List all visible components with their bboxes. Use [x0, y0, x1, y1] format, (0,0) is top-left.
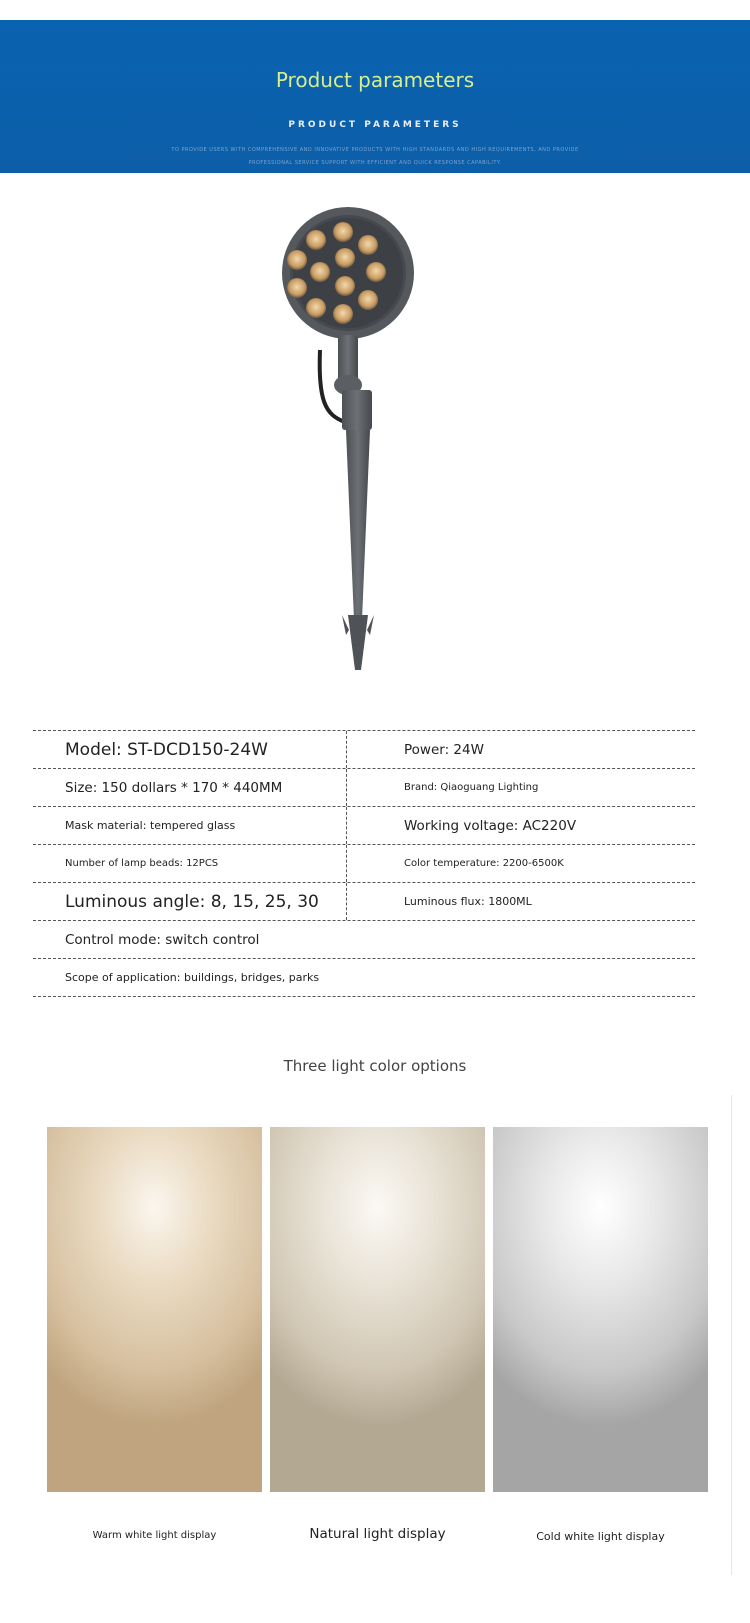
spec-size: Size: 150 dollars * 170 * 440MM: [65, 779, 283, 796]
spec-model: Model: ST-DCD150-24W: [65, 739, 268, 760]
banner-description: [150, 144, 600, 170]
light-swatch-natural: [270, 1127, 485, 1492]
light-swatch-warm: [47, 1127, 262, 1492]
spec-power: Power: 24W: [404, 741, 484, 758]
header-banner: [0, 20, 750, 173]
caption-warm: Warm white light display: [92, 1530, 217, 1541]
edge-divider: [731, 1095, 732, 1575]
banner-subtitle: PRODUCT PARAMETERS: [288, 120, 462, 130]
spec-luminous-angle: Luminous angle: 8, 15, 25, 30: [65, 891, 319, 912]
column-divider: [346, 807, 347, 844]
table-row: [33, 844, 695, 882]
spec-table: [33, 730, 695, 997]
table-row: [33, 882, 695, 920]
product-image-spotlight: [250, 190, 480, 700]
banner-desc-line-2: PROFESSIONAL SERVICE SUPPORT WITH EFFICIENT AND QUICK RESPONSE CAPABILITY.: [248, 160, 502, 166]
table-row: [33, 768, 695, 806]
spec-luminous-flux: Luminous flux: 1800ML: [404, 895, 532, 908]
caption-natural: Natural light display: [309, 1526, 446, 1542]
spec-scope: Scope of application: buildings, bridges, parks: [65, 971, 320, 984]
spec-control-mode: Control mode: switch control: [65, 931, 260, 948]
light-swatch-cold: [493, 1127, 708, 1492]
spec-lamp-beads: Number of lamp beads: 12PCS: [65, 858, 219, 869]
table-row: [33, 806, 695, 844]
caption-cold: Cold white light display: [536, 1530, 665, 1543]
column-divider: [346, 883, 347, 920]
column-divider: [346, 845, 347, 882]
table-row: [33, 730, 695, 768]
spec-working-voltage: Working voltage: AC220V: [404, 817, 577, 834]
spec-brand: Brand: Qiaoguang Lighting: [404, 782, 539, 793]
table-row: [33, 920, 695, 958]
table-row: [33, 958, 695, 997]
spec-color-temperature: Color temperature: 2200-6500K: [404, 858, 564, 869]
spec-mask-material: Mask material: tempered glass: [65, 819, 236, 832]
banner-title: Product parameters: [275, 68, 475, 92]
column-divider: [346, 731, 347, 768]
section-title-light-options: Three light color options: [283, 1057, 467, 1075]
column-divider: [346, 769, 347, 806]
banner-desc-line-1: TO PROVIDE USERS WITH COMPREHENSIVE AND INNOVATIVE PRODUCTS WITH HIGH STANDARDS AND HIGH REQUIREMENTS, AND PROVIDE: [171, 147, 579, 153]
